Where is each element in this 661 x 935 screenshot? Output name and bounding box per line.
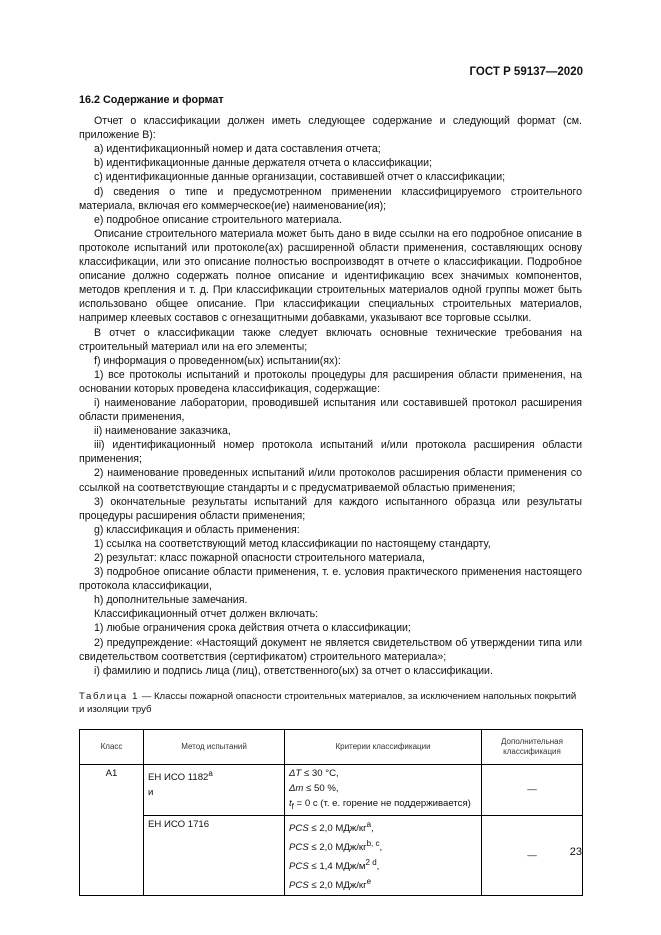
classification-table <box>79 729 583 896</box>
criterion-symbol: PCS <box>289 861 309 873</box>
method-cell <box>144 764 285 815</box>
list-item: e) подробное описание строительного материала. <box>94 213 343 226</box>
list-item: iii) идентификационный номер протокола испытаний и/или протокола расширения области применения; <box>79 439 582 466</box>
criterion-dt <box>289 766 477 781</box>
table-row <box>80 764 583 815</box>
list-item: c) идентификационные данные организации, составившей отчет о классификации; <box>94 171 506 184</box>
method-conjunction: и <box>148 787 154 799</box>
footnote-mark: b, c <box>366 838 380 848</box>
additional-cell: — <box>482 764 583 815</box>
list-item: f) информация о проведенном(ых) испытании(ях): <box>94 354 341 367</box>
list-item: a) идентификационный номер и дата составления отчета; <box>94 143 381 156</box>
criterion-subscript: f <box>291 801 294 811</box>
criterion-symbol: t <box>289 797 292 809</box>
criterion-value: ≤ 2,0 МДж/кг <box>308 822 367 834</box>
criterion-symbol: ΔT <box>289 767 302 779</box>
table-caption <box>79 690 582 716</box>
list-item: i) фамилию и подпись лица (лиц), ответственного(ых) за отчет о классификации. <box>94 664 493 677</box>
criterion-value: ≤ 2,0 МДж/кг <box>308 842 367 854</box>
header-criteria: Критерии классификации <box>285 729 482 764</box>
additional-cell: — <box>482 815 583 895</box>
header-method: Метод испытаний <box>144 729 285 764</box>
criterion-symbol: PCS <box>289 842 309 854</box>
list-item: 1) любые ограничения срока действия отчета о классификации; <box>94 622 411 635</box>
list-item: 2) предупреждение: «Настоящий документ не является свидетельством об утверждении типа или свидетельством соответствия (сертификатом) строительного материала»; <box>79 636 582 663</box>
footnote-mark: 2 d <box>365 858 377 868</box>
criterion-tf <box>289 796 477 814</box>
criterion-value: ≤ 50 %, <box>303 782 339 794</box>
criteria-cell <box>285 815 482 895</box>
method-cell: ЕН ИСО 1716 <box>144 815 285 895</box>
footnote-mark: a <box>366 819 372 829</box>
criterion-pcs <box>289 817 477 836</box>
list-item: 2) наименование проведенных испытаний и/или протоколов расширения области применения со ссылкой на соответствующие стандарты и с предусматриваемой областью применения; <box>79 467 582 494</box>
criterion-value: = 0 с (т. е. горение не поддерживается) <box>293 797 471 809</box>
table-header-row <box>80 729 583 764</box>
list-item: 2) результат: класс пожарной опасности строительного материала, <box>94 552 425 564</box>
criterion-dm <box>289 781 477 796</box>
criterion-pcs <box>289 836 477 855</box>
criterion-tail: , <box>371 822 374 834</box>
method-name: ЕН ИСО 1182 <box>148 772 209 784</box>
footnote-mark: a <box>208 768 213 778</box>
class-cell: А1 <box>80 764 144 895</box>
list-item: 1) ссылка на соответствующий метод классификации по настоящему стандарту, <box>94 537 491 550</box>
paragraph-list <box>79 114 582 678</box>
header-additional: Дополнительная классификация <box>482 729 583 764</box>
criterion-tail: , <box>376 861 380 873</box>
list-item: ii) наименование заказчика, <box>94 425 231 438</box>
criterion-value: ≤ 30 °C, <box>301 767 339 779</box>
document-body <box>79 93 582 896</box>
list-item: i) наименование лаборатории, проводившей испытания или составившей протокол расширения области применения, <box>79 396 582 424</box>
criterion-tail: , <box>379 842 383 854</box>
list-item: h) дополнительные замечания. <box>94 594 248 607</box>
paragraph: Классификационный отчет должен включать: <box>94 608 319 621</box>
list-item: 3) подробное описание области применения, т. е. условия практического применения настоящего протокола классификации, <box>79 566 582 593</box>
paragraph: Отчет о классификации должен иметь следующее содержание и следующий формат (см. приложение В): <box>79 115 582 142</box>
section-title: 16.2 Содержание и формат <box>79 94 224 106</box>
criterion-symbol: Δm <box>289 782 304 794</box>
list-item: 3) окончательные результаты испытаний для каждого испытанного образца или результаты процедуры расширения области применения; <box>79 495 582 522</box>
criterion-pcs <box>289 874 477 893</box>
list-item: d) сведения о типе и предусмотренном применении классифицируемого строительного материала, включая его коммерческое(ие) наименование(ия); <box>79 185 582 212</box>
footnote-mark: e <box>366 877 372 887</box>
list-item: g) классификация и область применения: <box>94 523 300 536</box>
standard-number: ГОСТ Р 59137—2020 <box>469 66 583 78</box>
table-row <box>80 815 583 895</box>
list-item: 1) все протоколы испытаний и протоколы процедуры для расширения области применения, на основании которых проведена классификация, содержащие: <box>79 368 582 395</box>
criterion-symbol: PCS <box>289 880 309 892</box>
table-caption-label: Таблица 1 <box>79 690 140 702</box>
paragraph: Описание строительного материала может быть дано в виде ссылки на его подробное описание в протоколе испытаний или протоколе(ах) расширенной области применения, составляющих основу классификации, или это описание полностью воспроизводят в отчете о классификации. Подробное описание должно содержать полное описание и идентификацию всех значимых компонентов, методов крепления и т. д. При классификации строительных материалов одной группы может быть использовано общее описание. При классификации специальных строительных материалов, например клеевых составов с огнезащитными добавками, указывают все торговые ссылки. <box>79 227 582 325</box>
paragraph: В отчет о классификации также следует включать основные технические требования на строительный материал или на его элементы; <box>79 326 582 353</box>
page-number: 23 <box>569 846 582 858</box>
list-item: b) идентификационные данные держателя отчета о классификации; <box>94 157 433 170</box>
criterion-symbol: PCS <box>289 822 309 834</box>
criteria-cell <box>285 764 482 815</box>
criterion-value: ≤ 1,4 МДж/м <box>308 861 366 873</box>
table-caption-text: — Классы пожарной опасности строительных материалов, за исключением напольных покрытий и изоляции труб <box>79 690 577 715</box>
header-class: Класс <box>80 729 144 764</box>
criterion-value: ≤ 2,0 МДж/кг <box>308 880 367 892</box>
criterion-pcs <box>289 855 477 874</box>
